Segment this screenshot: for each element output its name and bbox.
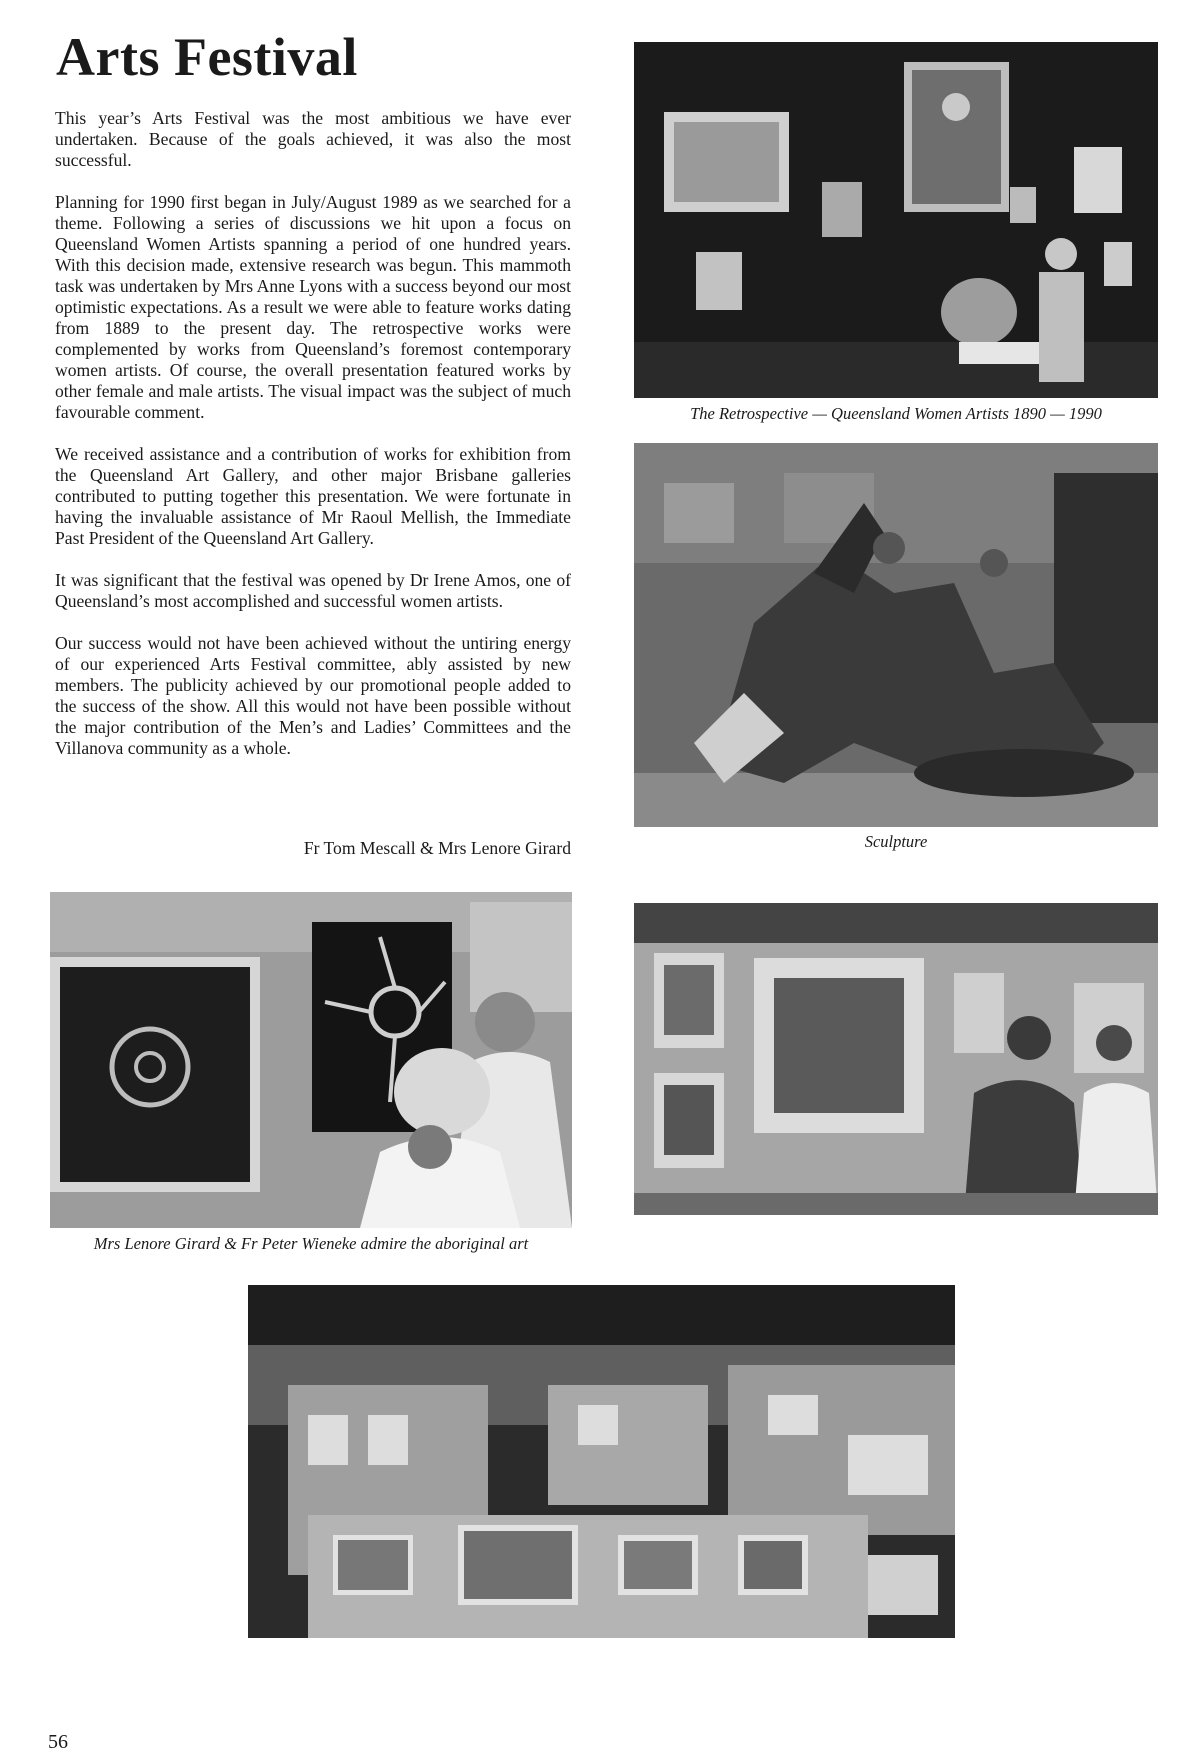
page-title: Arts Festival	[56, 27, 358, 87]
paragraph-4: It was significant that the festival was opened by Dr Irene Amos, one of Queensland’s most accomplished and successful women artists.	[55, 570, 571, 611]
paragraph-5: Our success would not have been achieved without the untiring energy of our experienced Arts Festival committee, ably assisted by new members. The publicity achieved by our promotional people added to the success of the show. All this would not have been possible without the major contribution of the Men’s and Ladies’ Committees and the Villanova community as a whole.	[55, 633, 571, 758]
page-number: 56	[48, 1731, 68, 1753]
photo-gallery-visitors	[634, 903, 1158, 1215]
photo-retrospective	[634, 42, 1158, 398]
paragraph-3: We received assistance and a contribution of works for exhibition from the Queensland Art Gallery, and other major Brisbane galleries contributed to putting together this presentation. We were fortunate in having the invaluable assistance of Mr Raoul Mellish, the Immediate Past President of the Queensland Art Gallery.	[55, 444, 571, 548]
photo-aboriginal-art	[50, 892, 572, 1228]
caption-aboriginal-art: Mrs Lenore Girard & Fr Peter Wieneke admire the aboriginal art	[93, 1234, 529, 1253]
paragraph-1: This year’s Arts Festival was the most ambitious we have ever undertaken. Because of the goals achieved, it was also the most successful.	[55, 108, 571, 170]
signature: Fr Tom Mescall & Mrs Lenore Girard	[303, 838, 571, 858]
article-body	[55, 108, 571, 780]
paragraph-2: Planning for 1990 first began in July/August 1989 as we searched for a theme. Following a series of discussions we hit upon a focus on Queensland Women Artists spanning a period of one hundred years. With this decision made, extensive research was begun. This mammoth task was undertaken by Mrs Anne Lyons with a success beyond our most optimistic expectations. As a result we were able to feature works dating from 1889 to the present day. The retrospective works were complemented by works from Queensland’s foremost contemporary women artists. Of course, the overall presentation featured works by other female and male artists. The visual impact was the subject of much favourable comment.	[55, 192, 571, 422]
caption-retrospective: The Retrospective — Queensland Women Artists 1890 — 1990	[690, 404, 1102, 423]
photo-exhibition-hall	[248, 1285, 955, 1638]
caption-sculpture: Sculpture	[864, 832, 928, 851]
photo-sculpture	[634, 443, 1158, 827]
